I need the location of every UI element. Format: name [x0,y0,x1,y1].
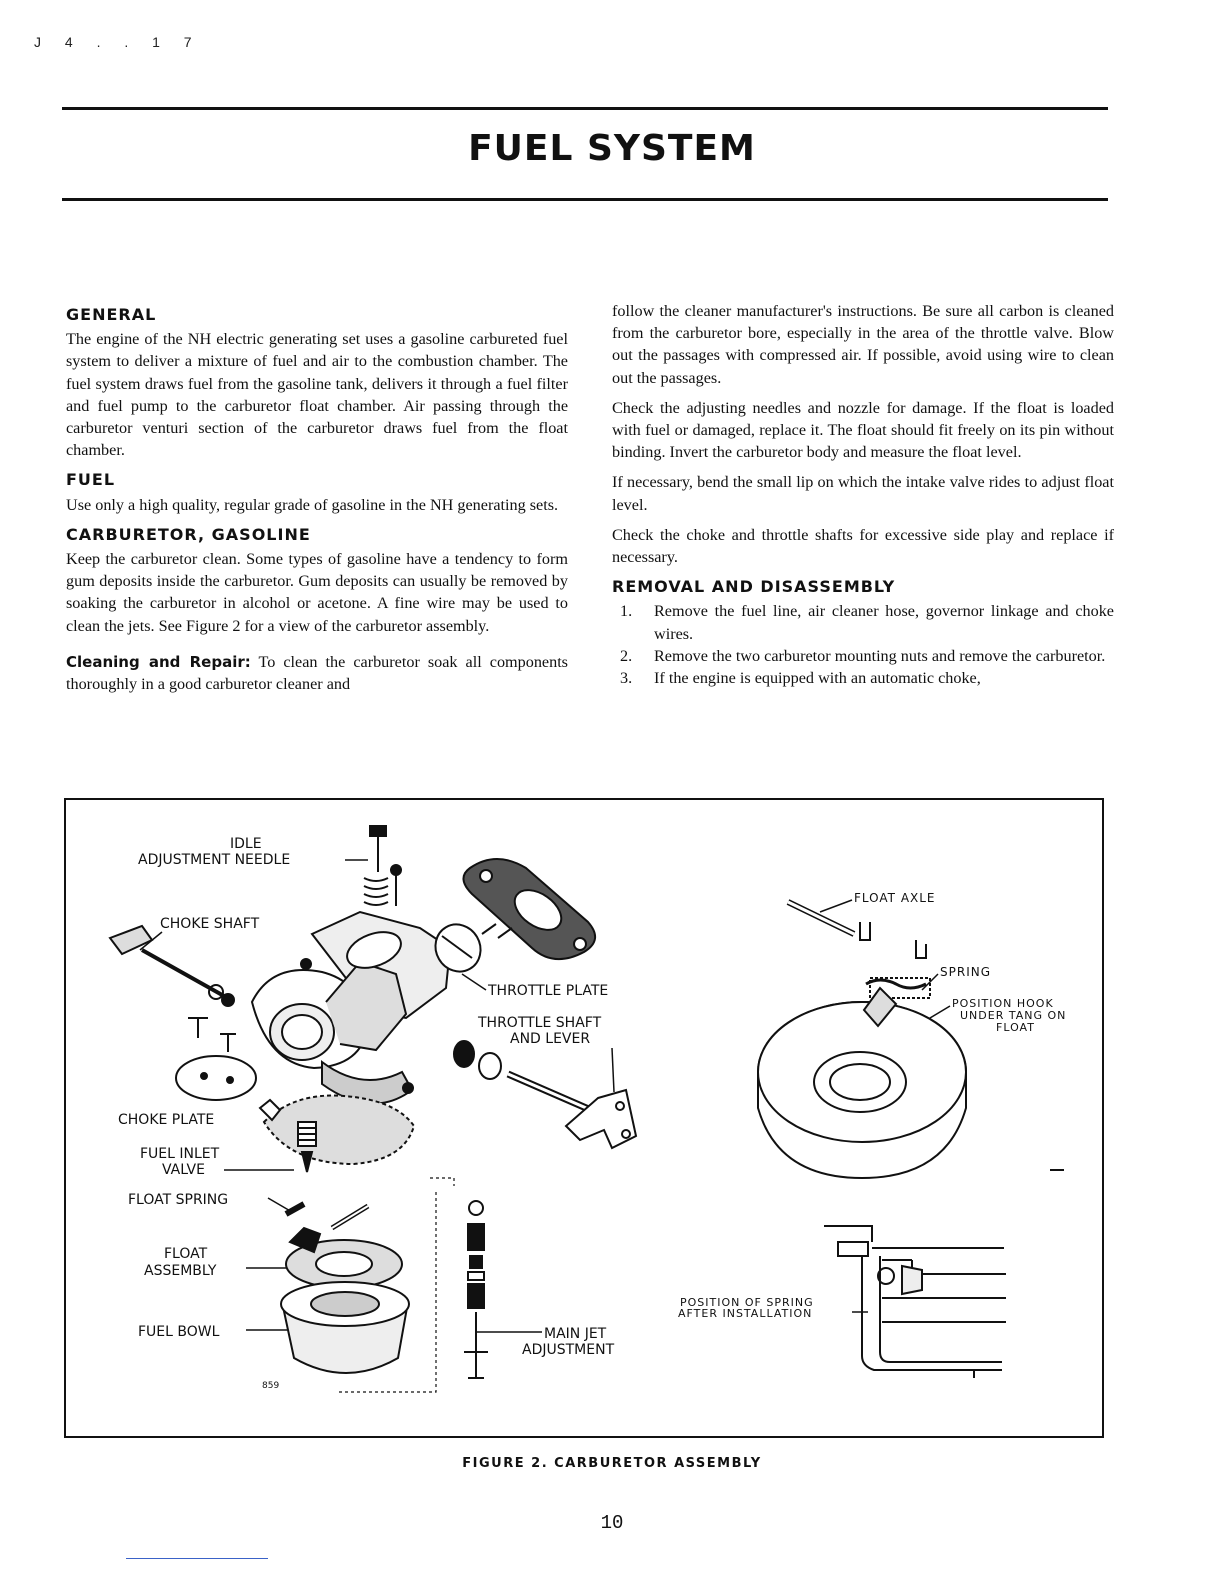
general-paragraph: The engine of the NH electric generating set uses a gasoline carbureted fuel system to deliver a mixture of fuel and air to the combustion chamber. The fuel system draws fuel from the gasoline tank, delivers it through a fuel filter and fuel pump to the carburetor float chamber. Air passing through the carburetor venturi section of the carburetor draws fuel from the float chamber. [66,330,568,460]
label-throttle-shaft-2: AND LEVER [510,1031,591,1047]
label-float-assembly-1: FLOAT [164,1246,208,1262]
step-number: 2. [620,646,633,665]
removal-step [612,667,1114,689]
stray-marks: J 4 . . 1 7 [34,34,202,50]
label-main-jet-2: ADJUSTMENT [522,1342,615,1358]
label-fuel-inlet-1: FUEL INLET [140,1146,220,1162]
label-float-spring: FLOAT SPRING [128,1192,229,1208]
label-main-jet-1: MAIN JET [544,1326,607,1342]
check-shafts-paragraph: Check the choke and throttle shafts for excessive side play and replace if necessary. [612,525,1114,567]
figure-box [64,798,1104,1438]
carburetor-heading: CARBURETOR, GASOLINE [66,524,311,544]
carburetor-body-icon [252,912,450,1104]
gasket-icon [463,859,595,959]
right-column [612,300,1114,689]
choke-shaft-icon [110,926,234,1006]
page-title: FUEL SYSTEM [468,128,756,169]
removal-step [612,600,1114,644]
label-position-hook-3: FLOAT [996,1021,1035,1034]
choke-plate-icon [176,1018,256,1100]
fuel-paragraph: Use only a high quality, regular grade of gasoline in the NH generating sets. [66,495,559,514]
label-throttle-plate: THROTTLE PLATE [488,983,609,999]
carburetor-diagram [66,800,1102,1436]
step-number: 3. [620,669,633,688]
top-rule [62,107,1108,110]
label-idle-1: IDLE [230,836,262,852]
label-throttle-shaft-1: THROTTLE SHAFT [478,1015,602,1031]
idle-needle-icon [364,826,401,906]
figure-caption: FIGURE 2. CARBURETOR ASSEMBLY [462,1456,762,1471]
cleaning-text: To clean the carburetor soak all components thoroughly in a good carburetor cleaner and [66,652,568,694]
fuel-bowl-icon [281,1282,409,1373]
float-detail-icon [758,902,1067,1178]
label-idle-2: ADJUSTMENT NEEDLE [138,852,291,868]
label-position-spring-1: POSITION OF SPRING [680,1296,814,1309]
fuel-heading: FUEL [66,470,116,490]
title-underline-rule [62,198,1108,201]
label-position-spring-2: AFTER INSTALLATION [678,1307,813,1320]
step-text: Remove the two carburetor mounting nuts and remove the carburetor. [654,646,1106,665]
float-spring-icon [286,1204,368,1228]
label-choke-plate: CHOKE PLATE [118,1112,215,1128]
cleaning-continued-paragraph: follow the cleaner manufacturer's instructions. Be sure all carbon is cleaned from the carburetor bore, especially in the area of the throttle valve. Blow out the passages with compressed air. If possible, avoid using wire to clean out the passages. [612,302,1114,387]
carburetor-paragraph: Keep the carburetor clean. Some types of gasoline have a tendency to form gum deposits inside the carburetor. Gum deposits can usually be removed by soaking the carburetor in alcohol or acetone. A fine wire may be used to clean the jets. See Figure 2 for a view of the carburetor assembly. [66,550,568,635]
label-spring: SPRING [940,965,992,979]
cleaning-heading: Cleaning and Repair: [66,652,251,671]
label-fuel-inlet-2: VALVE [162,1162,205,1178]
left-column [66,300,568,703]
label-position-hook-1: POSITION HOOK [952,997,1054,1010]
removal-heading: REMOVAL AND DISASSEMBLY [612,577,896,597]
step-text: If the engine is equipped with an automatic choke, [654,669,981,688]
page-number: 10 [600,1512,624,1534]
general-heading: GENERAL [66,305,157,324]
label-float-assembly-2: ASSEMBLY [144,1263,217,1279]
removal-step [612,645,1114,667]
throttle-shaft-icon [454,1041,636,1148]
label-float-axle: FLOAT AXLE [854,891,936,905]
float-level-paragraph: If necessary, bend the small lip on which the intake valve rides to adjust float level. [612,473,1114,514]
removal-steps [612,600,1114,689]
bowl-gasket-icon [260,1096,414,1164]
label-fuel-bowl: FUEL BOWL [138,1324,220,1340]
spring-position-detail-icon [824,1226,1006,1378]
label-figure-code: 859 [262,1381,280,1391]
label-choke-shaft: CHOKE SHAFT [160,916,260,932]
check-needles-paragraph: Check the adjusting needles and nozzle for damage. If the float is loaded with fuel or damaged, replace it. The float should fit freely on its pin without binding. Invert the carburetor body and measure the float level. [612,398,1114,462]
fuel-inlet-valve-icon [298,1122,316,1172]
footer-rule [126,1558,268,1559]
label-position-hook-2: UNDER TANG ON [960,1009,1067,1022]
float-assembly-icon [286,1228,402,1288]
step-number: 1. [620,602,633,621]
cleaning-paragraph [66,651,568,695]
step-text: Remove the fuel line, air cleaner hose, governor linkage and choke wires. [654,602,1114,643]
